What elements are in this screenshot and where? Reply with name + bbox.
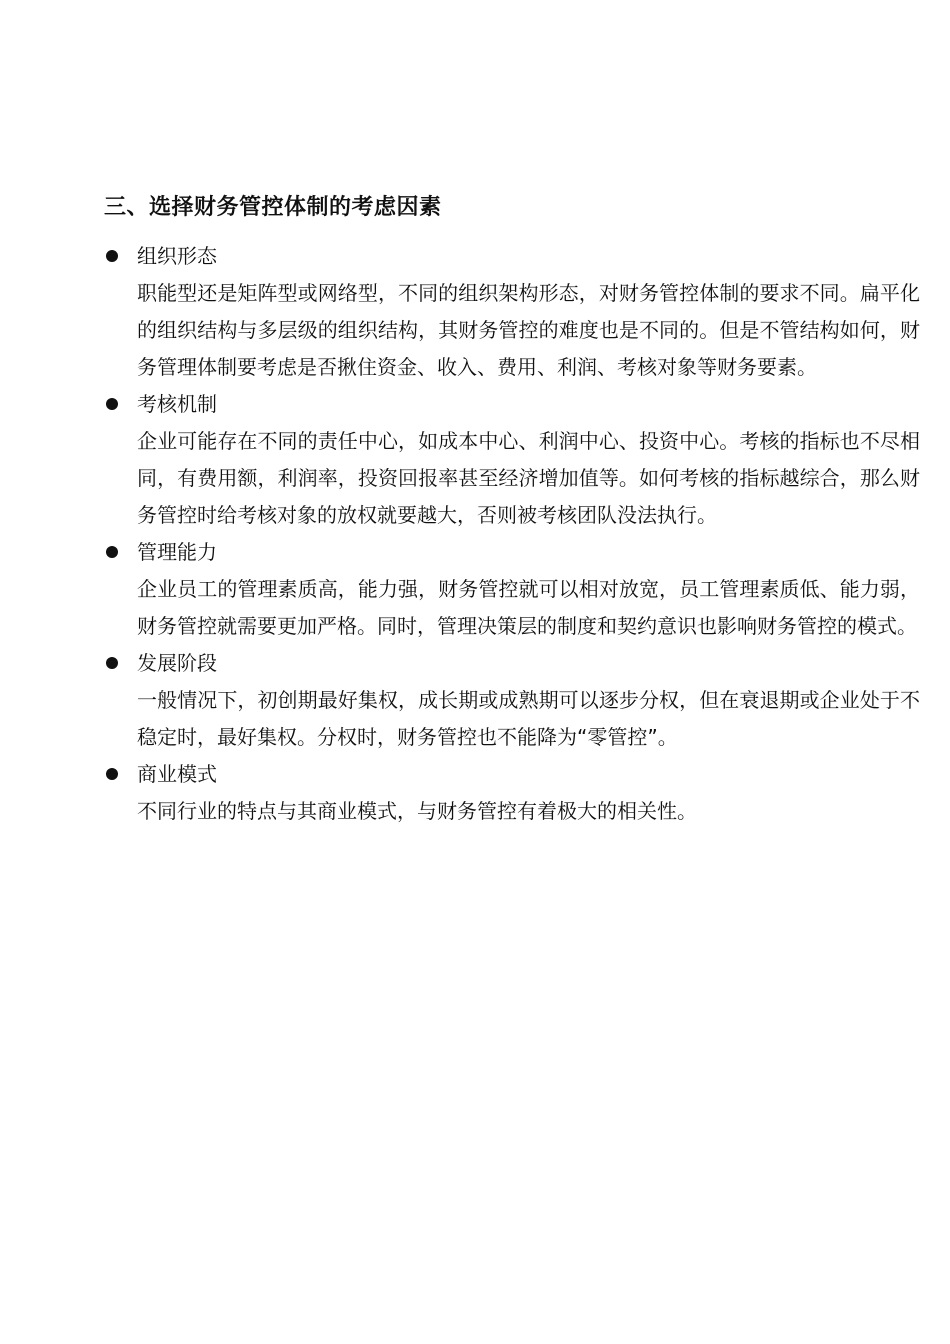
factor-body: 不同行业的特点与其商业模式，与财务管控有着极大的相关性。 [137,799,697,823]
factor-body: 职能型还是矩阵型或网络型，不同的组织架构形态，对财务管控体制的要求不同。扁平化的组织结构与多层级的组织结构，其财务管控的难度也是不同的。但是不管结构如何，财务管理体制要考虑是否揪住资金、收入、费用、利润、考核对象等财务要素。 [137,281,920,379]
factor-item-development [104,645,920,756]
factor-item-business-model [104,756,920,830]
bullet-icon [106,657,118,669]
factor-heading: 考核机制 [137,392,217,416]
bullet-icon [106,546,118,558]
section-title: 三、选择财务管控体制的考虑因素 [104,195,442,220]
document-page [104,188,920,830]
factor-heading: 组织形态 [137,244,217,268]
factor-body: 企业可能存在不同的责任中心，如成本中心、利润中心、投资中心。考核的指标也不尽相同，有费用额，利润率，投资回报率甚至经济增加值等。如何考核的指标越综合，那么财务管控时给考核对象的放权就要越大，否则被考核团队没法执行。 [137,429,920,527]
factor-body: 企业员工的管理素质高，能力强，财务管控就可以相对放宽，员工管理素质低、能力弱，财务管控就需要更加严格。同时，管理决策层的制度和契约意识也影响财务管控的模式。 [137,577,920,638]
bullet-icon [106,398,118,410]
bullet-icon [106,768,118,780]
factor-item-organization [104,238,920,386]
factor-heading: 商业模式 [137,762,217,786]
factor-item-management [104,534,920,645]
factor-item-assessment [104,386,920,534]
factor-heading: 管理能力 [137,540,217,564]
factor-body: 一般情况下，初创期最好集权，成长期或成熟期可以逐步分权，但在衰退期或企业处于不稳定时，最好集权。分权时，财务管控也不能降为“零管控”。 [137,688,920,749]
bullet-icon [106,250,118,262]
factor-heading: 发展阶段 [137,651,217,675]
